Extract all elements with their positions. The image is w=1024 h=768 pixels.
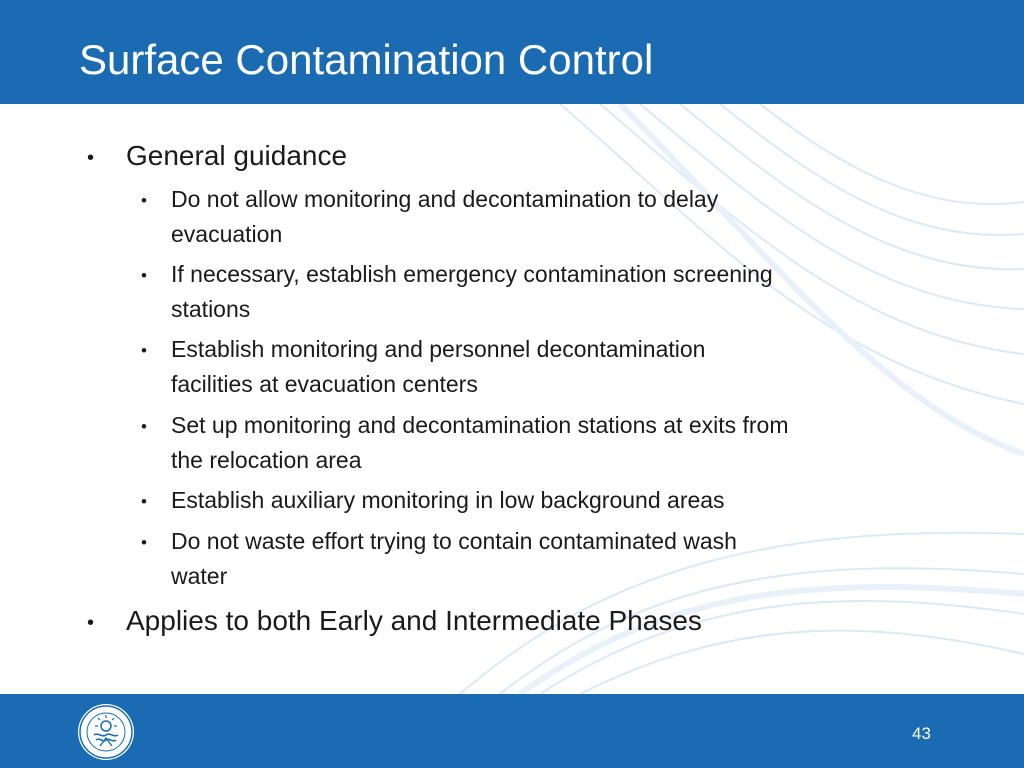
sub-bullet-6: Do not waste effort trying to contain contaminated wash water [171, 528, 737, 589]
sub-bullet-2: If necessary, establish emergency contamination screening stations [171, 261, 773, 322]
bullet-applies-to-phases: Applies to both Early and Intermediate Phases [126, 605, 702, 636]
sub-bullet-glyph: • [141, 191, 147, 210]
bullet-general-guidance: General guidance [126, 140, 348, 171]
sub-bullet-glyph: • [141, 266, 147, 285]
sub-bullet-5: Establish auxiliary monitoring in low background areas [171, 487, 725, 513]
sub-bullet-glyph: • [141, 417, 147, 436]
sub-bullet-glyph: • [141, 341, 147, 360]
sub-bullet-glyph: • [141, 492, 147, 511]
bullet-glyph: • [87, 147, 95, 169]
sub-bullet-3: Establish monitoring and personnel decontamination facilities at evacuation centers [171, 336, 706, 397]
sub-bullet-1: Do not allow monitoring and decontamination to delay evacuation [171, 186, 719, 247]
epa-seal-logo [76, 702, 136, 762]
footer-bar [0, 694, 1024, 768]
bullet-glyph: • [87, 612, 95, 634]
sub-bullet-4: Set up monitoring and decontamination stations at exits from the relocation area [171, 412, 789, 473]
slide-title: Surface Contamination Control [79, 36, 654, 83]
sub-bullet-glyph: • [141, 533, 147, 552]
page-number: 43 [912, 724, 931, 743]
